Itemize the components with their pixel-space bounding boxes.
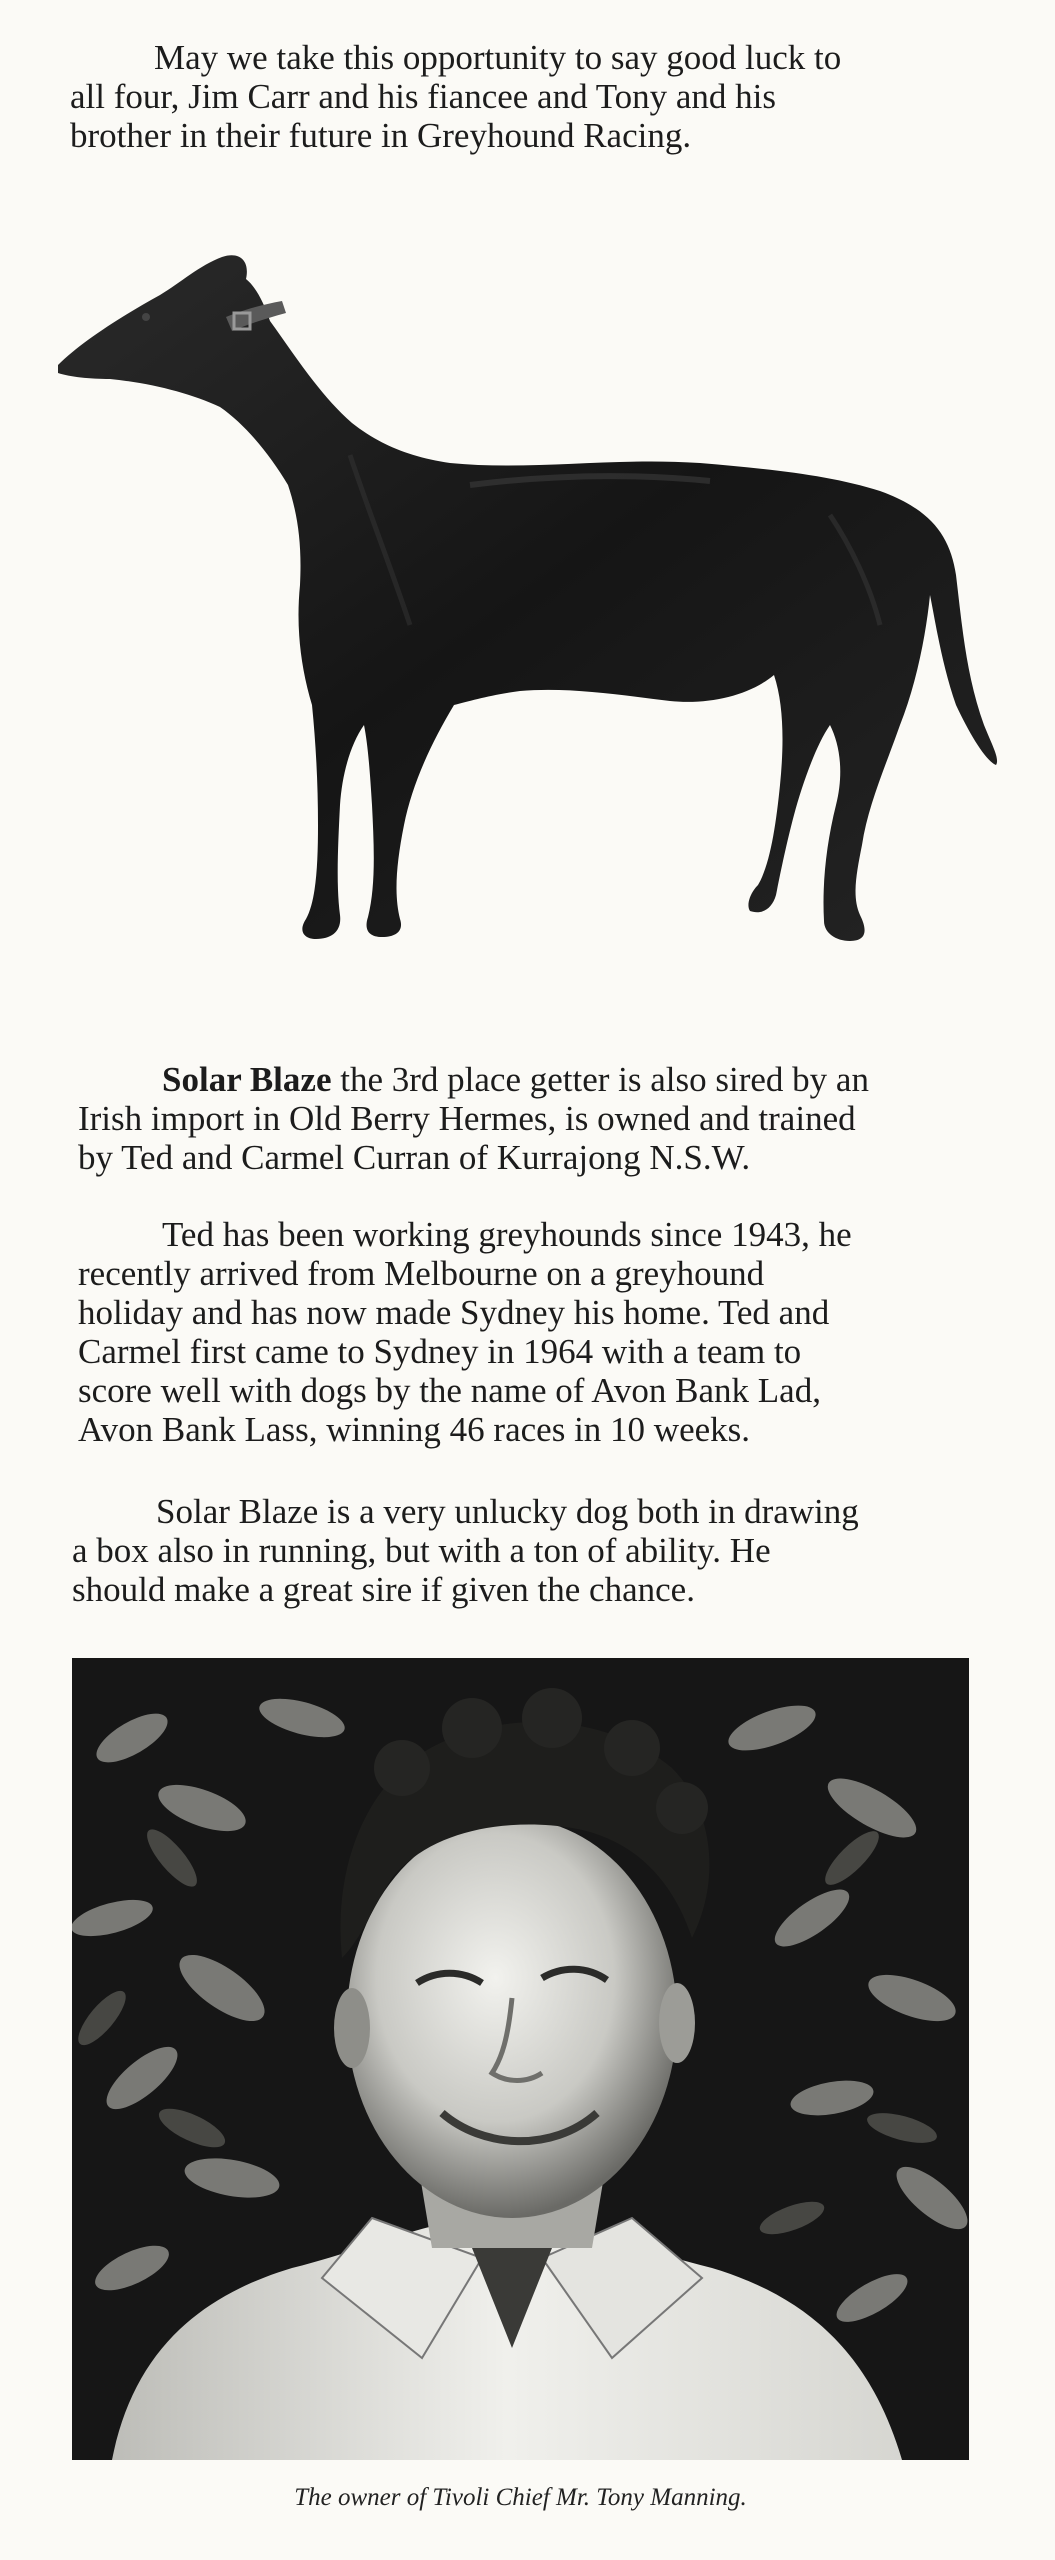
- intro-paragraph: [70, 38, 1010, 155]
- photo-caption: The owner of Tivoli Chief Mr. Tony Manning.: [294, 2484, 747, 2511]
- solar-blaze-name: Solar Blaze: [162, 1060, 332, 1099]
- left-ear: [334, 1988, 370, 2068]
- greyhound-figure: [58, 255, 997, 941]
- unlucky-paragraph: [72, 1492, 1012, 1609]
- right-ear: [659, 1983, 695, 2063]
- dog-eye: [142, 313, 150, 321]
- ted-text: Ted has been working greyhounds since 1943, he recently arrived from Melbourne on a greyhound holiday and has now made Sydney his home. Ted and Carmel first came to Sydney in 1964 with a team to score well with dogs by the name of Avon Bank Lad, Avon Bank Lass, winning 46 races in 10 weeks.: [78, 1215, 852, 1449]
- solar-blaze-text: the 3rd place getter is also sired by an Irish import in Old Berry Hermes, is owned and trained by Ted and Carmel Curran of Kurrajong N.S.W.: [78, 1060, 869, 1177]
- portrait-photo: [72, 1658, 969, 2460]
- intro-text: May we take this opportunity to say good luck to all four, Jim Carr and his fiancee and Tony and his brother in their future in Greyhound Racing.: [70, 38, 842, 155]
- solar-blaze-paragraph: [78, 1060, 1018, 1177]
- greyhound-photo: [50, 225, 1010, 1005]
- unlucky-text: Solar Blaze is a very unlucky dog both in drawing a box also in running, but with a ton of ability. He should make a great sire if given the chance.: [72, 1492, 859, 1609]
- ted-paragraph: [78, 1215, 1018, 1449]
